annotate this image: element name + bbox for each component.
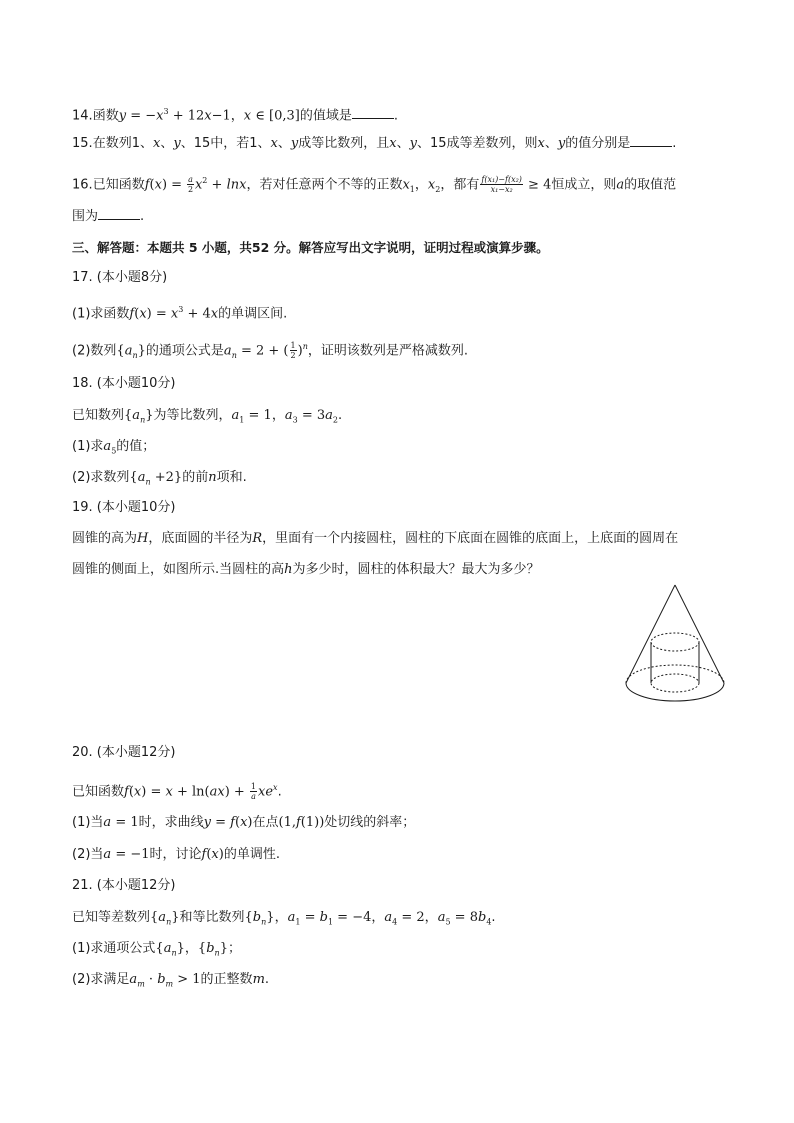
text: 恒成立，则 — [551, 177, 617, 193]
text: 、 — [396, 136, 410, 151]
math: y — [118, 108, 127, 124]
text: 、 — [160, 136, 174, 151]
text: 的值； — [116, 439, 156, 454]
text: 为等比数列， — [153, 408, 232, 423]
question-21-part-2: (2)求满足$a_m \cdot b_m > 1$的正整数m. — [72, 972, 270, 989]
question-20-part-2: (2)当a = −1时，讨论f(x)的单调性. — [72, 847, 280, 862]
text: (1)求通项公式 — [72, 941, 156, 956]
question-17-part-2: (2)数列$\{a_n\}$的通项公式是$a_n = 2$ + ( $\frac{1}{2}$ )$^n$，证明该数列是严格减数列. — [72, 341, 468, 361]
question-16-cont — [72, 207, 144, 226]
cylinder-top — [651, 633, 699, 651]
cylinder-bottom — [651, 674, 699, 692]
fraction: $\frac{1}{2}$ — [290, 341, 296, 361]
text: 已知数列 — [72, 408, 125, 423]
text: . — [264, 972, 270, 987]
text: . — [491, 910, 496, 925]
answer-blank — [352, 106, 394, 119]
text: 已知等差数列 — [72, 910, 151, 925]
text: 的通项公式是 — [145, 343, 224, 359]
text: ， — [184, 941, 198, 956]
text: . — [337, 408, 343, 423]
text: 的值域是 — [299, 108, 352, 124]
text: 圆锥的高为 — [72, 531, 138, 546]
question-19-header: 19. (本小题10分) — [72, 500, 176, 515]
answer-blank — [98, 207, 140, 220]
text: . — [140, 209, 145, 224]
text: ， — [424, 910, 438, 925]
question-number: 14. — [72, 108, 93, 124]
text: 在数列1、 — [92, 136, 153, 151]
text: (2)求数列 — [72, 470, 130, 485]
text: 在点 — [252, 815, 279, 830]
cone-cylinder-figure — [620, 582, 750, 707]
question-18-stem: 已知数列$\{a_n\}$为等比数列，$a_1 = 1$，$a_3 = 3a_2$. — [72, 408, 343, 425]
text: 处切线的斜率； — [324, 815, 416, 830]
text: ， — [274, 910, 288, 925]
text: 围为 — [72, 209, 99, 224]
text: ，证明该数列是严格减数列. — [307, 343, 468, 359]
question-18-part-1: (1)求$a_5$的值； — [72, 439, 156, 456]
text: 时，求曲线 — [138, 815, 204, 830]
text: ， — [414, 177, 428, 193]
text: ， — [371, 910, 385, 925]
text: 、 — [544, 136, 558, 151]
question-14: 14.函数$y = -x^3 + 12x-1$，x ∈ [0,3]的值域是 . — [72, 107, 399, 124]
text: (2)当 — [72, 847, 104, 862]
text: 的单调区间. — [218, 306, 288, 322]
text: 圆锥的侧面上，如图所示.当圆柱的高 — [72, 562, 285, 577]
question-21-header: 21. (本小题12分) — [72, 878, 176, 893]
text: 和等比数列 — [179, 910, 245, 925]
question-15: 15.在数列1、x、y、15中，若1、x、y成等比数列，且x、y、15成等差数列，则x、y的值分别是 . — [72, 136, 677, 151]
text: 已知函数 — [92, 177, 145, 193]
text: 的单调性. — [223, 847, 280, 862]
text: (2)数列 — [72, 343, 117, 359]
question-21-part-1: (1)求通项公式$\{a_n\}$，$\{b_n\}$； — [72, 941, 241, 958]
question-17-header: 17. (本小题8分) — [72, 270, 168, 285]
text: 、15中，若1、 — [180, 136, 271, 151]
text: . — [672, 136, 677, 151]
text: (1)求函数 — [72, 306, 130, 322]
text: ，底面圆的半径为 — [148, 531, 253, 546]
text: 的正整数 — [200, 972, 253, 987]
text: 时，讨论 — [149, 847, 202, 862]
question-20-stem: 已知函数f(x) = x + ln(ax) + $\frac{1}{a}$ $xe^x$. — [72, 782, 282, 802]
section-heading: 三、解答题：本题共 5 小题，共52 分。解答应写出文字说明，证明过程或演算步骤。 — [72, 240, 549, 255]
text: 的前 — [182, 470, 209, 485]
text: ，若对任意两个不等的正数 — [246, 177, 403, 193]
text: . — [393, 108, 399, 124]
question-20-header: 20. (本小题12分) — [72, 745, 176, 760]
text: 、 — [277, 136, 291, 151]
question-18-part-2: (2)求数列$\{a_n +2\}$的前n项和. — [72, 470, 247, 487]
text: 的值分别是 — [565, 136, 631, 151]
text: 函数 — [92, 108, 119, 124]
text: ， — [230, 108, 244, 124]
fraction: $\frac{\text{f(x₁)−f(x₂)}}{\text{x₁−x₂}}$ — [481, 175, 522, 195]
text: . — [277, 784, 282, 800]
question-number: 16. — [72, 177, 93, 193]
text: ，里面有一个内接圆柱，圆柱的下底面在圆锥的底面上，上底面的圆周在 — [262, 531, 679, 546]
question-16: 16.已知函数f(x) = $\frac{a}{2}$ $x^2 + \ln x$，若对任意两个不等的正数$x_1$，$x_2$，都有 $\frac{\text{f(x₁)−f(x₂)}}{\text{x₁−x₂}}$ ≥ 4恒成立，则a的取值范 — [72, 175, 677, 195]
text: 的取值范 — [624, 177, 677, 193]
question-number: 15. — [72, 136, 93, 151]
text: 项和. — [216, 470, 247, 485]
fraction: $\frac{a}{2}$ — [188, 175, 194, 195]
question-19-stem-cont: 圆锥的侧面上，如图所示.当圆柱的高h为多少时，圆柱的体积最大？最大为多少？ — [72, 562, 540, 577]
question-21-stem: 已知等差数列$\{a_n\}$和等比数列$\{b_n\}$，$a_1 = b_1 = -4$，$a_4 = 2$，$a_5 = 8b_4$. — [72, 910, 496, 927]
question-17-part-1: (1)求函数$f(x) = x^3 + 4x$的单调区间. — [72, 305, 288, 322]
text: 已知函数 — [72, 784, 125, 800]
text: (1)当 — [72, 815, 104, 830]
text: 为多少时，圆柱的体积最大？最大为多少？ — [292, 562, 540, 577]
text: ； — [227, 941, 241, 956]
fraction: $\frac{1}{a}$ — [250, 782, 257, 802]
text: (2)求满足 — [72, 972, 130, 987]
text: ，都有 — [440, 177, 480, 193]
question-19-stem: 圆锥的高为H，底面圆的半径为R，里面有一个内接圆柱，圆柱的下底面在圆锥的底面上，上底面的圆周在 — [72, 531, 679, 546]
text: 成等比数列，且 — [298, 136, 390, 151]
text: ， — [271, 408, 285, 423]
answer-blank — [630, 134, 672, 147]
question-20-part-1: (1)当a = 1时，求曲线y = f(x)在点(1,f(1))处切线的斜率； — [72, 815, 416, 830]
text: (1)求 — [72, 439, 104, 454]
text: 、15成等差数列，则 — [416, 136, 538, 151]
question-18-header: 18. (本小题10分) — [72, 376, 176, 391]
cone-base-front — [626, 683, 724, 701]
